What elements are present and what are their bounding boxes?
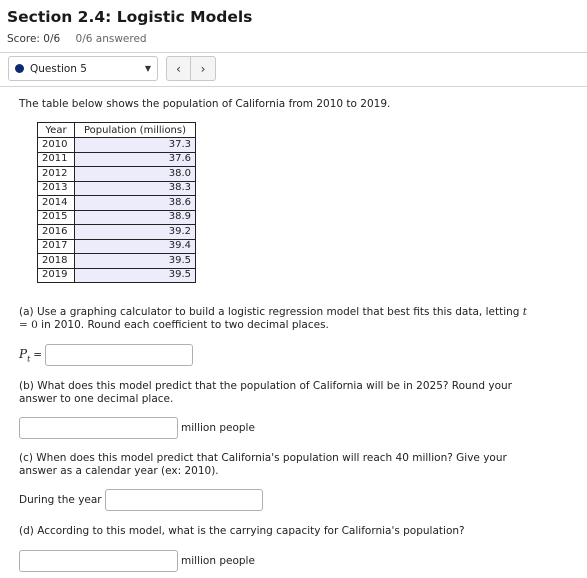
chevron-left-icon: ‹ <box>176 61 181 76</box>
year-40-million-input[interactable] <box>105 489 263 511</box>
population-cell: 38.0 <box>75 167 196 182</box>
model-label-equals: = <box>33 349 43 361</box>
table-row <box>38 138 196 153</box>
table-row <box>38 268 196 283</box>
part-d-unit: million people <box>181 555 255 567</box>
question-intro: The table below shows the population of California from 2010 to 2019. <box>19 98 391 110</box>
model-label: $P_t$ <box>19 346 31 364</box>
carrying-capacity-input[interactable] <box>19 550 178 572</box>
answered-count: 0/6 answered <box>75 33 147 45</box>
previous-question-button[interactable] <box>166 56 191 81</box>
next-question-button[interactable] <box>191 56 216 81</box>
caret-down-icon: ▼ <box>144 64 151 73</box>
table-row <box>38 181 196 196</box>
part-b-answer-row <box>19 417 255 439</box>
score-text: Score: 0/6 <box>7 33 61 45</box>
question-navigation <box>8 56 216 81</box>
part-c-prefix: During the year <box>19 494 102 506</box>
part-d-prompt: (d) According to this model, what is the carrying capacity for California's population? <box>19 525 465 537</box>
population-cell: 37.6 <box>75 152 196 167</box>
question-nav-buttons <box>166 56 216 81</box>
population-cell: 39.4 <box>75 239 196 254</box>
table-row <box>38 254 196 269</box>
year-cell: 2010 <box>38 138 75 153</box>
table-header-row <box>38 123 196 138</box>
part-a-answer-row <box>19 344 193 366</box>
year-cell: 2016 <box>38 225 75 240</box>
part-b-unit: million people <box>181 422 255 434</box>
page-title: Section 2.4: Logistic Models <box>7 8 253 26</box>
divider-question <box>0 86 587 87</box>
population-cell: 37.3 <box>75 138 196 153</box>
column-header-year: Year <box>38 123 75 138</box>
table-row <box>38 225 196 240</box>
model-equation-input[interactable] <box>45 344 193 366</box>
math-variable-t: t <box>522 306 528 318</box>
table-row <box>38 210 196 225</box>
math-equals-zero: = 0 <box>19 319 38 331</box>
population-cell: 39.5 <box>75 254 196 269</box>
year-cell: 2014 <box>38 196 75 211</box>
population-2025-input[interactable] <box>19 417 178 439</box>
part-a-prompt: (a) Use a graphing calculator to build a logistic regression model that best fits this data, letting t = 0 in 2010. Round each coefficient to two decimal places. <box>19 306 528 331</box>
year-cell: 2015 <box>38 210 75 225</box>
question-select-label: Question 5 <box>30 62 87 75</box>
question-status-dot-icon <box>15 64 24 73</box>
population-cell: 38.6 <box>75 196 196 211</box>
population-table <box>37 122 196 283</box>
table-row <box>38 152 196 167</box>
part-c-prompt: (c) When does this model predict that California's population will reach 40 million? Give your answer as a calendar year (ex: 2010). <box>19 452 507 477</box>
chevron-right-icon: › <box>200 61 206 76</box>
population-cell: 39.2 <box>75 225 196 240</box>
population-cell: 39.5 <box>75 268 196 283</box>
year-cell: 2013 <box>38 181 75 196</box>
year-cell: 2017 <box>38 239 75 254</box>
table-row <box>38 196 196 211</box>
year-cell: 2019 <box>38 268 75 283</box>
year-cell: 2012 <box>38 167 75 182</box>
score-line <box>7 33 252 45</box>
divider-top <box>0 52 587 53</box>
table-row <box>38 239 196 254</box>
part-c-answer-row <box>19 489 263 511</box>
part-b-prompt: (b) What does this model predict that the population of California will be in 2025? Round your answer to one decimal place. <box>19 380 512 405</box>
population-cell: 38.3 <box>75 181 196 196</box>
population-cell: 38.9 <box>75 210 196 225</box>
column-header-population: Population (millions) <box>75 123 196 138</box>
header <box>7 8 252 45</box>
table-row <box>38 167 196 182</box>
question-select[interactable] <box>8 56 158 81</box>
part-d-answer-row <box>19 550 255 572</box>
year-cell: 2011 <box>38 152 75 167</box>
year-cell: 2018 <box>38 254 75 269</box>
